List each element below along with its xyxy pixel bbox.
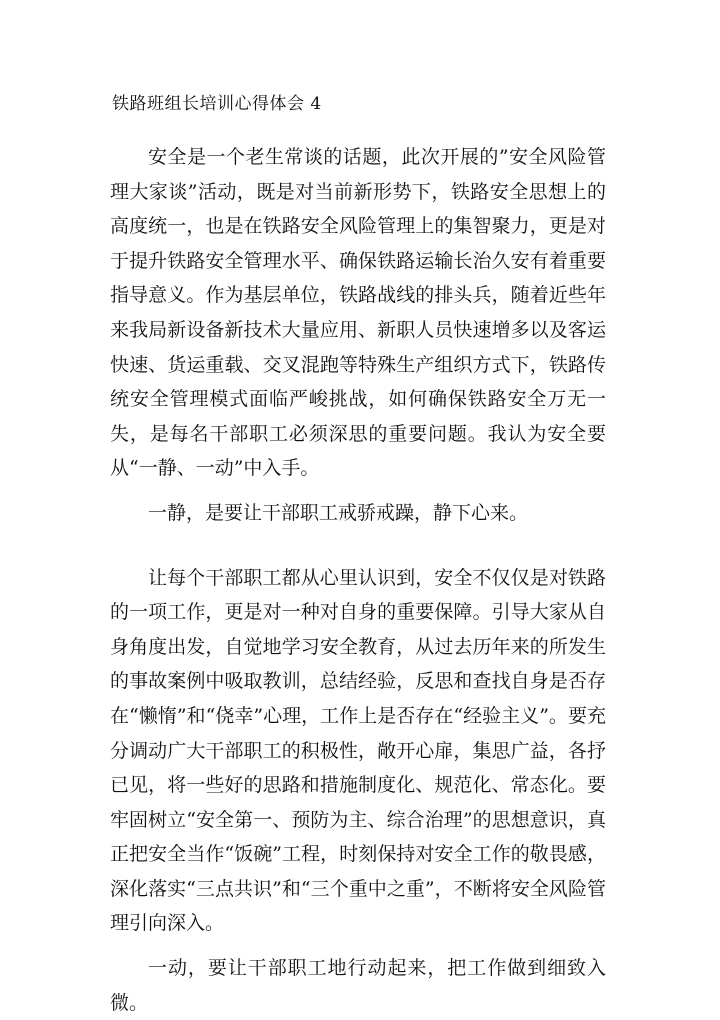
paragraph-yi-dong: 一动，要让干部职工地行动起来，把工作做到细致入微。 [110, 957, 606, 1014]
document-title: 铁路班组长培训心得体会 4 [112, 94, 322, 114]
paragraph-spacer [110, 531, 606, 561]
paragraph-yi-jing: 一静，是要让干部职工戒骄戒躁，静下心来。 [148, 501, 529, 524]
paragraph-intro: 安全是一个老生常谈的话题，此次开展的”安全风险管理大家谈”活动，既是对当前新形势下，铁路安全思想上的高度统一，也是在铁路安全风险管理上的集智聚力，更是对于提升铁路安全管理水平、确保铁路运输长治久安有着重要指导意义。作为基层单位，铁路战线的排头兵，随着近些年来我局新设备新技术大量应用、新职人员快速增多以及客运快速、货运重载、交叉混跑等特殊生产组织方式下，铁路传统安全管理模式面临严峻挑战，如何确保铁路安全万无一失，是每名干部职工必须深思的重要问题。我认为安全要从“一静、一动”中入手。 [110, 146, 606, 480]
paragraph-awareness: 让每个干部职工都从心里认识到，安全不仅仅是对铁路的一项工作，更是对一种对自身的重要保障。引导大家从自身角度出发，自觉地学习安全教育，从过去历年来的所发生的事故案例中吸取教训，总结经验，反思和查找自身是否存在“懒惰”和“侥幸”心理，工作上是否存在“经验主义”。要充分调动广大干部职工的积极性，敞开心扉，集思广益，各抒已见，将一些好的思路和措施制度化、规范化、常态化。要牢固树立“安全第一、预防为主、综合治理”的思想意识，真正把安全当作“饭碗”工程，时刻保持对安全工作的敬畏感，深化落实“三点共识”和“三个重中之重”，不断将安全风险管理引向深入。 [110, 566, 606, 935]
paragraph-spacer [110, 941, 606, 951]
paragraph-spacer [110, 486, 606, 496]
document-body [110, 140, 606, 1020]
